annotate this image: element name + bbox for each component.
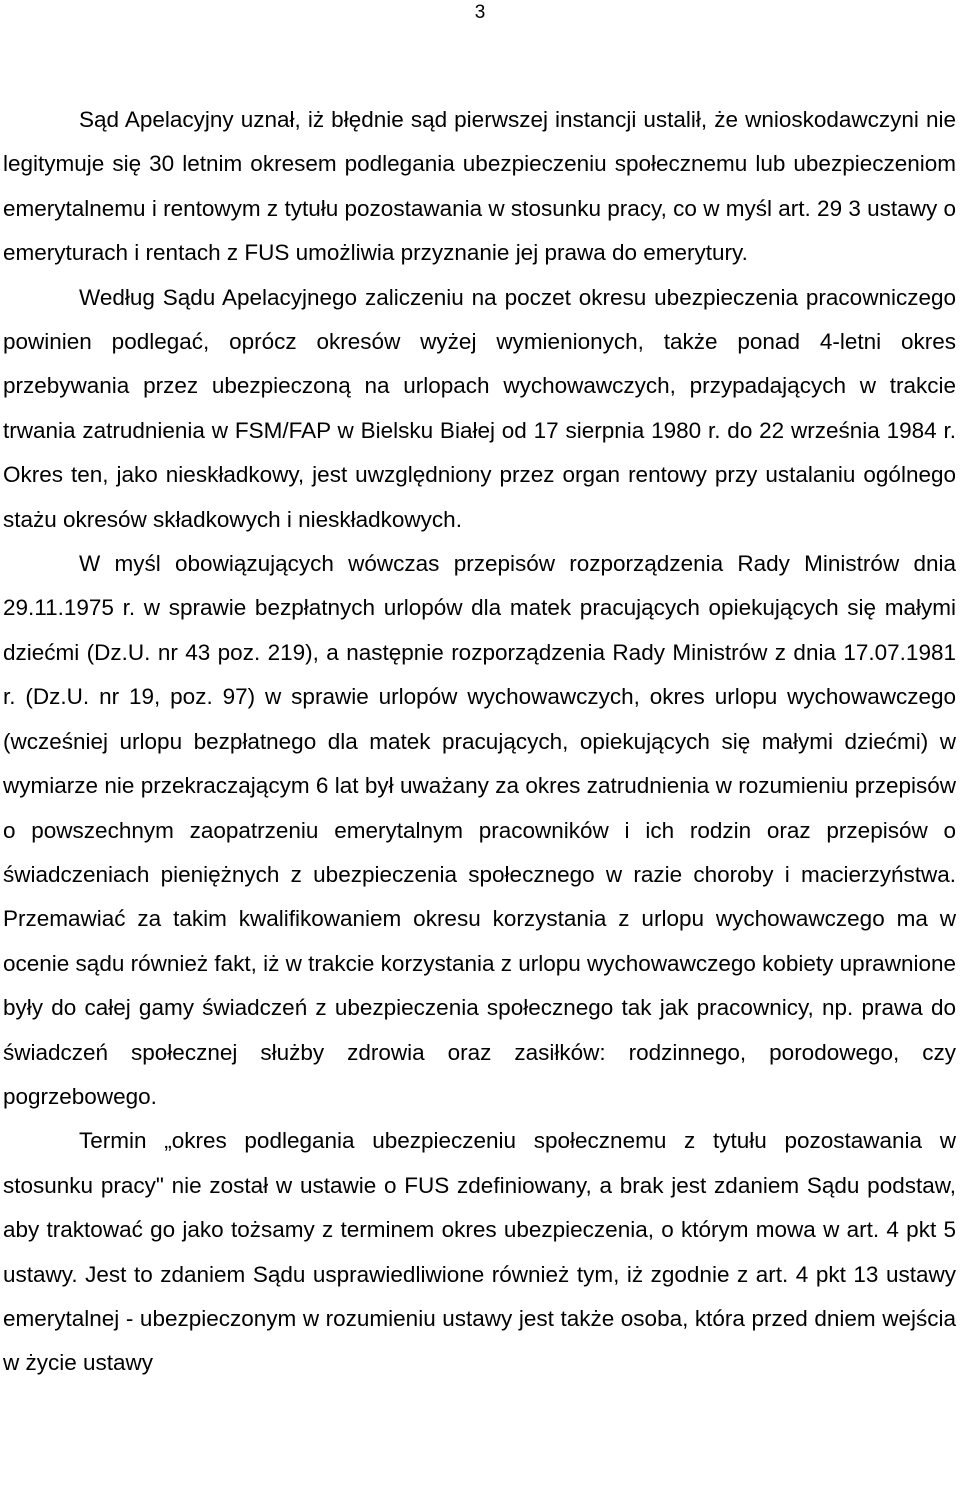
paragraph-2: Według Sądu Apelacyjnego zaliczeniu na poczet okresu ubezpieczenia pracowniczego powinien podlegać, oprócz okresów wyżej wymienionych, także ponad 4-letni okres przebywania przez ubezpieczoną na urlopach wychowawczych, przypadających w trakcie trwania zatrudnienia w FSM/FAP w Bielsku Białej od 17 sierpnia 1980 r. do 22 września 1984 r. Okres ten, jako nieskładkowy, jest uwzględniony przez organ rentowy przy ustalaniu ogólnego stażu okresów składkowych i nieskładkowych.: [3, 284, 956, 532]
document-body: [3, 98, 956, 1386]
paragraph-3: W myśl obowiązujących wówczas przepisów rozporządzenia Rady Ministrów dnia 29.11.1975 r. w sprawie bezpłatnych urlopów dla matek pracujących opiekujących się małymi dziećmi (Dz.U. nr 43 poz. 219), a następnie rozporządzenia Rady Ministrów z dnia 17.07.1981 r. (Dz.U. nr 19, poz. 97) w sprawie urlopów wychowawczych, okres urlopu wychowawczego (wcześniej urlopu bezpłatnego dla matek pracujących, opiekujących się małymi dziećmi) w wymiarze nie przekraczającym 6 lat był uważany za okres zatrudnienia w rozumieniu przepisów o powszechnym zaopatrzeniu emerytalnym pracowników i ich rodzin oraz przepisów o świadczeniach pieniężnych z ubezpieczenia społecznego w razie choroby i macierzyństwa. Przemawiać za takim kwalifikowaniem okresu korzystania z urlopu wychowawczego ma w ocenie sądu również fakt, iż w trakcie korzystania z urlopu wychowawczego kobiety uprawnione były do całej gamy świadczeń z ubezpieczenia społecznego tak jak pracownicy, np. prawa do świadczeń społecznej służby zdrowia oraz zasiłków: rodzinnego, porodowego, czy pogrzebowego.: [3, 551, 956, 1109]
paragraph-4: Termin „okres podlegania ubezpieczeniu społecznemu z tytułu pozostawania w stosunku pracy" nie został w ustawie o FUS zdefiniowany, a brak jest zdaniem Sądu podstaw, aby traktować go jako tożsamy z terminem okres ubezpieczenia, o którym mowa w art. 4 pkt 5 ustawy. Jest to zdaniem Sądu usprawiedliwione również tym, iż zgodnie z art. 4 pkt 13 ustawy emerytalnej - ubezpieczonym w rozumieniu ustawy jest także osoba, która przed dniem wejścia w życie ustawy: [3, 1128, 956, 1376]
paragraph-1: Sąd Apelacyjny uznał, iż błędnie sąd pierwszej instancji ustalił, że wnioskodawczyni nie legitymuje się 30 letnim okresem podlegania ubezpieczeniu społecznemu lub ubezpieczeniom emerytalnemu i rentowym z tytułu pozostawania w stosunku pracy, co w myśl art. 29 3 ustawy o emeryturach i rentach z FUS umożliwia przyznanie jej prawa do emerytury.: [3, 107, 956, 266]
page-number: 3: [474, 2, 486, 23]
